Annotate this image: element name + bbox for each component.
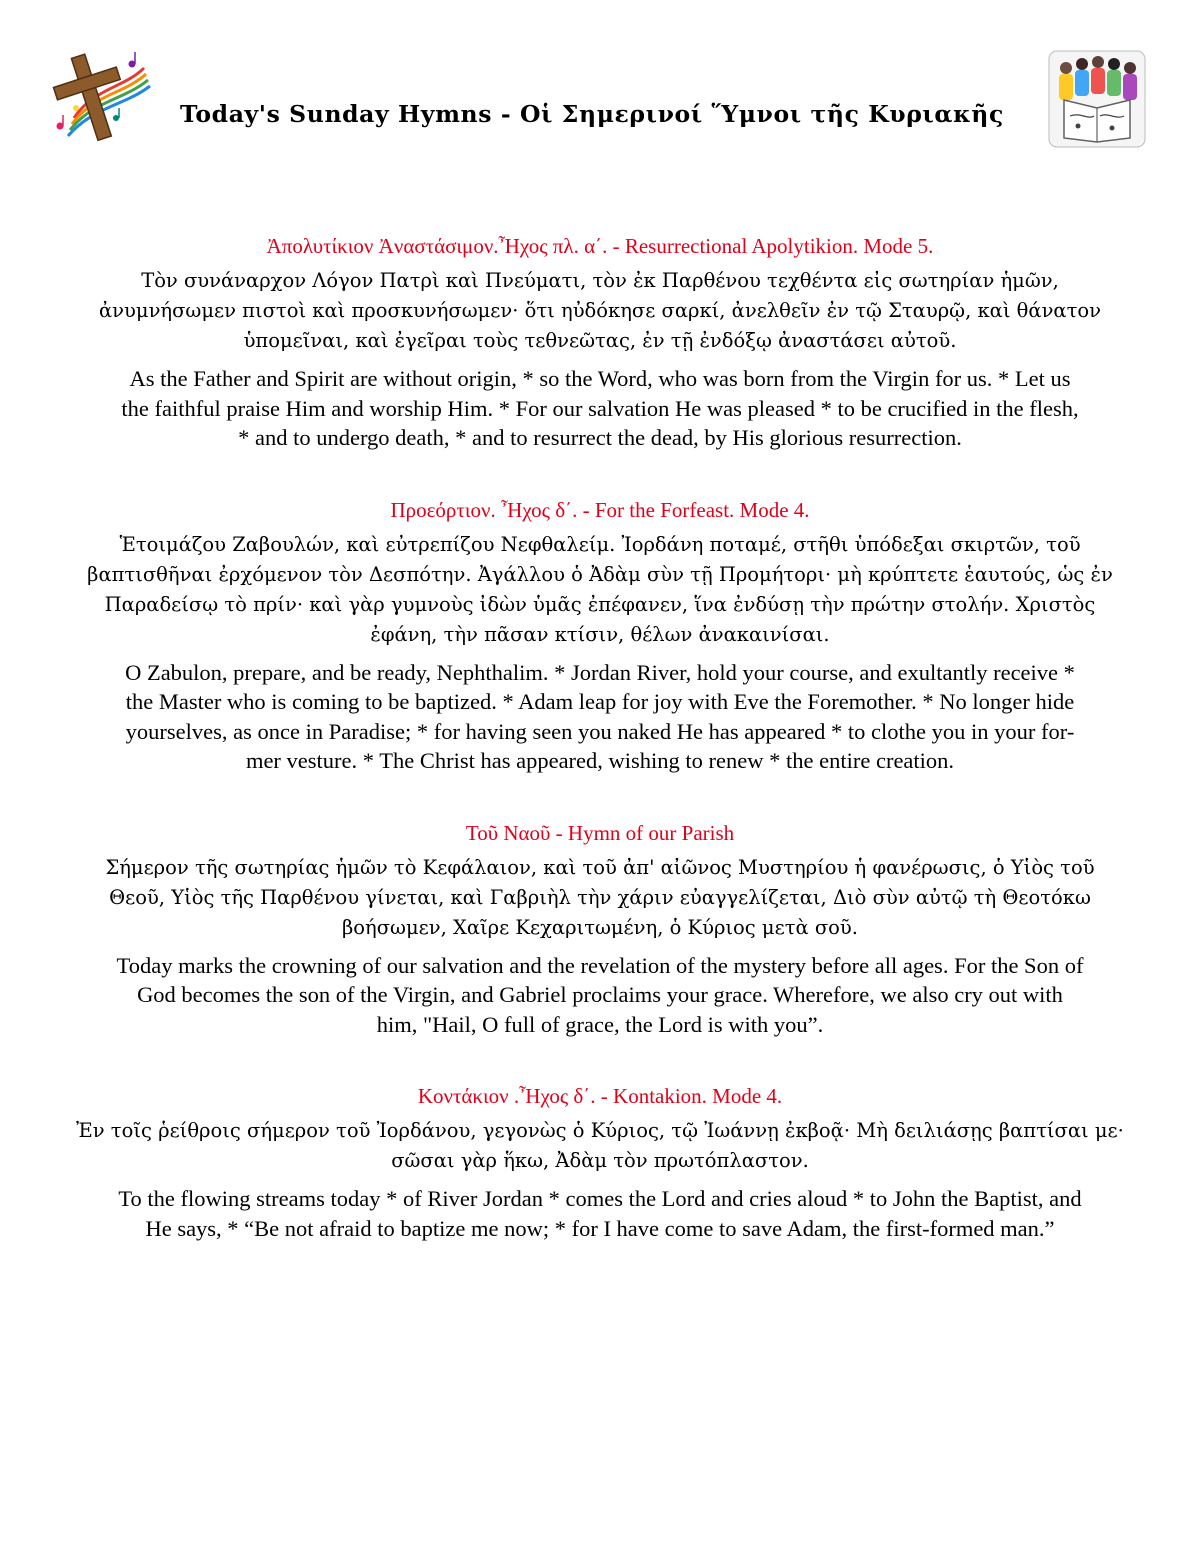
hymn-heading: Ἀπολυτίκιον Ἀναστάσιμον.Ἦχος πλ. α΄. - Resurrectional Apolytikion. Mode 5. (266, 234, 934, 258)
english-line: him, "Hail, O full of grace, the Lord is with you”. (376, 1011, 824, 1037)
english-line: * and to undergo death, * and to resurrect the dead, by His glorious resurrection. (238, 425, 962, 450)
hymn-heading: Κοντάκιον .Ἦχος δ΄. - Kontakion. Mode 4. (417, 1084, 783, 1108)
greek-line: σῶσαι γὰρ ἥκω, Ἀδὰμ τὸν πρωτόπλαστον. (391, 1149, 809, 1172)
english-line: mer vesture. * The Christ has appeared, wishing to renew * the entire creation. (245, 748, 955, 773)
english-line: O Zabulon, prepare, and be ready, Nephthalim. * Jordan River, hold your course, and exultantly receive * (125, 659, 1075, 685)
greek-line: βοήσωμεν, Χαῖρε Κεχαριτωμένη, ὁ Κύριος μετὰ σοῦ. (342, 915, 858, 939)
hymn-english-text (44, 364, 1156, 453)
greek-line: Σήμερον τῆς σωτηρίας ἡμῶν τὸ Κεφάλαιον, καὶ τοῦ ἀπ' αἰῶνος Μυστηρίου ἡ φανέρωσις, ὁ Υἱὸς τοῦ (105, 855, 1095, 879)
greek-line: ἀνυμνήσωμεν πιστοὶ καὶ προσκυνήσωμεν· ὅτι ηὐδόκησε σαρκί, ἀνελθεῖν ἐν τῷ Σταυρῷ, καὶ θάνατον (99, 299, 1101, 322)
hymn-greek-text (44, 530, 1156, 650)
greek-line: ἐφάνη, τὴν πᾶσαν κτίσιν, θέλων ἀνακαινίσαι. (370, 622, 830, 646)
english-line: the Master who is coming to be baptized. * Adam leap for joy with Eve the Foremother. * No longer hide (125, 689, 1075, 714)
hymn-section-kontakion (44, 1082, 1156, 1243)
greek-line: Παραδείσῳ τὸ πρίν· καὶ γὰρ γυμνοὺς ἰδὼν ὑμᾶς ἐπέφανεν, ἵνα ἐνδύσῃ τὴν πρώτην στολήν. Χριστὸς (104, 592, 1096, 616)
hymn-english-text (44, 1184, 1156, 1243)
english-line: yourselves, as once in Paradise; * for having seen you naked He has appeared * to clothe you in your for- (125, 718, 1075, 744)
hymn-section-apolytikion (44, 232, 1156, 453)
cross-with-music-notes-icon (44, 48, 154, 144)
greek-line: Ἑτοιμάζου Ζαβουλών, καὶ εὐτρεπίζου Νεφθαλείμ. Ἰορδάνη ποταμέ, στῆθι ὑπόδεξαι σκιρτῶν, τοῦ (119, 532, 1081, 556)
english-line: God becomes the son of the Virgin, and Gabriel proclaims your grace. Wherefore, we also cry out with (137, 982, 1063, 1007)
hymn-section-parish (44, 819, 1156, 1040)
greek-line: Θεοῦ, Υἱὸς τῆς Παρθένου γίνεται, καὶ Γαβριὴλ τὴν χάριν εὐαγγελίζεται, Διὸ σὺν αὐτῷ τὴ Θεοτόκω (109, 885, 1091, 909)
hymn-greek-text (44, 1116, 1156, 1176)
page-header (0, 0, 1200, 160)
english-line: Today marks the crowning of our salvation and the revelation of the mystery before all ages. For the Son of (116, 952, 1084, 978)
greek-line: Τὸν συνάναρχον Λόγον Πατρὶ καὶ Πνεύματι, τὸν ἐκ Παρθένου τεχθέντα εἰς σωτηρίαν ἡμῶν, (141, 269, 1059, 292)
hymn-section-forefeast (44, 496, 1156, 776)
greek-line: βαπτισθῆναι ἐρχόμενον τὸν Δεσπότην. Ἀγάλλου ὁ Ἀδὰμ σὺν τῇ Προμήτορι· μὴ κρύπτετε ἑαυτούς, ὡς ἐν (87, 562, 1113, 586)
page-title: Today's Sunday Hymns - Οἱ Σημερινοί Ὕμνοι τῆς Κυριακῆς (180, 100, 1004, 128)
hymn-english-text (44, 658, 1156, 776)
hymn-heading: Τοῦ Ναοῦ - Hymn of our Parish (465, 820, 735, 845)
greek-line: Ἐν τοῖς ῥείθροις σήμερον τοῦ Ἰορδάνου, γεγονὼς ὁ Κύριος, τῷ Ἰωάννῃ ἐκβοᾷ· Μὴ δειλιάσῃς βαπτίσαι με· (76, 1119, 1124, 1142)
hymn-heading: Προεόρτιον. Ἦχος δ΄. - For the Forfeast. Mode 4. (390, 497, 810, 522)
hymn-greek-text (44, 266, 1156, 356)
english-line: the faithful praise Him and worship Him. * For our salvation He was pleased * to be crucified in the flesh, (121, 395, 1079, 421)
hymns-content (44, 232, 1156, 1286)
english-line: To the flowing streams today * of River Jordan * comes the Lord and cries aloud * to John the Baptist, and (118, 1186, 1082, 1211)
choir-singers-icon (1048, 50, 1146, 148)
hymn-greek-text (44, 853, 1156, 943)
greek-line: ὑπομεῖναι, καὶ ἐγεῖραι τοὺς τεθνεῶτας, ἐν τῇ ἐνδόξῳ ἀναστάσει αὐτοῦ. (243, 329, 957, 352)
hymn-english-text (44, 951, 1156, 1040)
english-line: As the Father and Spirit are without origin, * so the Word, who was born from the Virgin for us. * Let us (129, 366, 1071, 391)
english-line: He says, * “Be not afraid to baptize me now; * for I have come to save Adam, the first-formed man.” (145, 1215, 1055, 1241)
